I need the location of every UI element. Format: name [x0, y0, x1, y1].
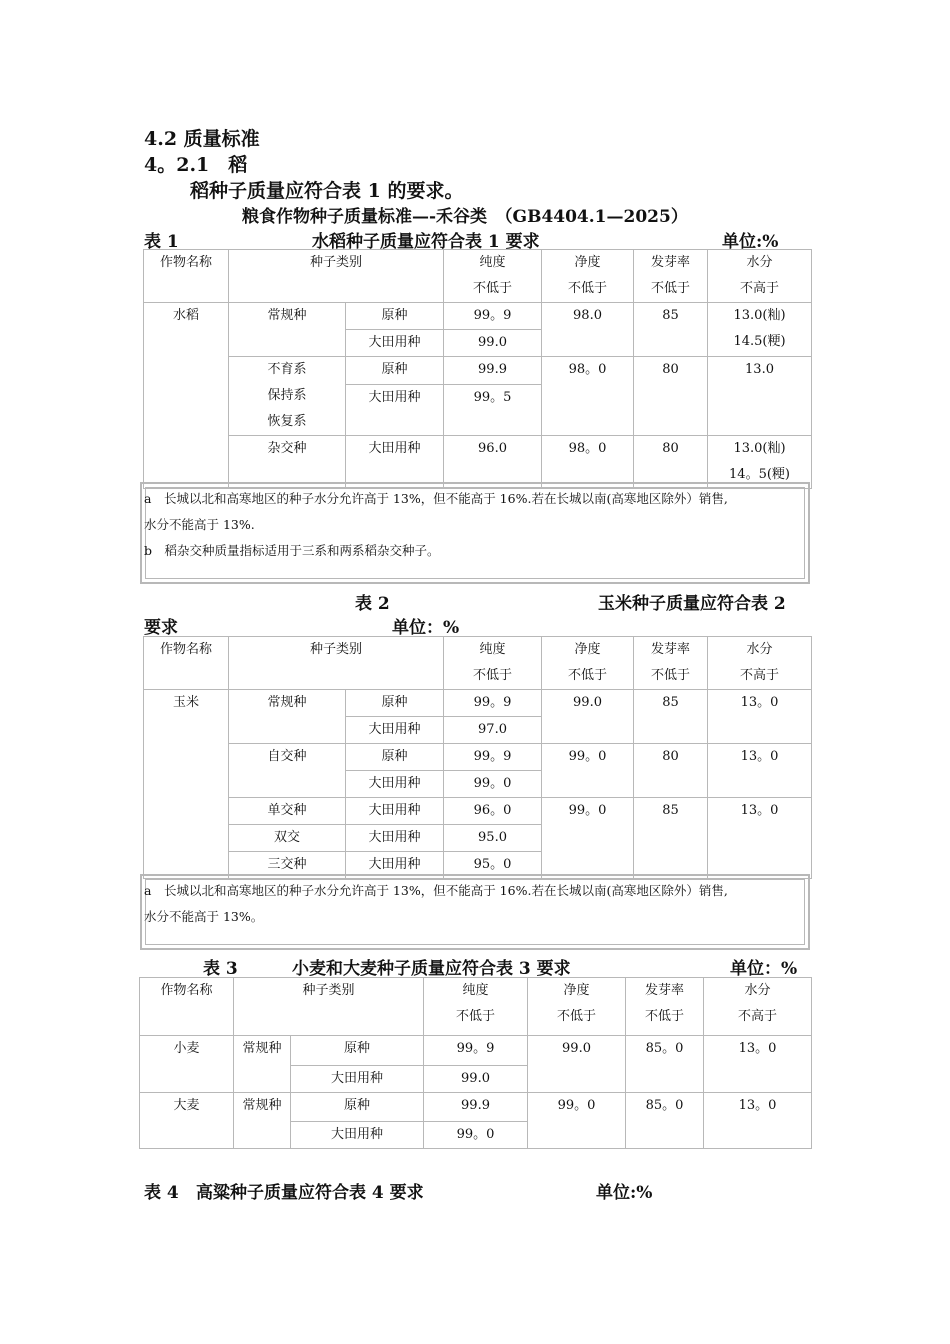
germ-value: 85: [634, 303, 708, 357]
note-a-cont: 水分不能高于 13%.: [144, 517, 255, 532]
seed-class: 大田用种: [346, 798, 444, 825]
germ-value: 85。0: [626, 1036, 704, 1093]
purity-value: 99。0: [444, 771, 542, 798]
water-value: 13.0(籼) 14。5(粳): [708, 436, 812, 489]
table1-label: 表 1: [144, 232, 179, 252]
seed-class: 原种: [291, 1036, 424, 1066]
table4-title: 高粱种子质量应符合表 4 要求: [196, 1183, 424, 1203]
clean-value: 99。0: [528, 1093, 626, 1149]
crop-cell: 玉米: [144, 690, 229, 879]
germ-value: 80: [634, 436, 708, 489]
table2-title: 玉米种子质量应符合表 2: [598, 594, 786, 614]
seed-class: 大田用种: [346, 436, 444, 489]
header-category: 种子类别: [229, 250, 444, 303]
germ-value: 80: [634, 357, 708, 436]
header-water: 水分 不高于: [708, 250, 812, 303]
note-a: a 长城以北和高寒地区的种子水分允许高于 13%，但不能高于 16%.若在长城以南(高寒地区除外）销售,: [144, 883, 728, 898]
purity-value: 99。9: [444, 744, 542, 771]
clean-value: 98。0: [542, 436, 634, 489]
seed-class: 原种: [346, 744, 444, 771]
seed-class: 大田用种: [291, 1122, 424, 1149]
header-crop: 作物名称: [140, 978, 234, 1036]
water-value: 13.0: [708, 357, 812, 436]
seed-class: 大田用种: [346, 717, 444, 744]
header-category: 种子类别: [234, 978, 424, 1036]
type-cell: 单交种: [229, 798, 346, 825]
type-cell: 常规种: [234, 1093, 291, 1149]
seed-class: 原种: [291, 1093, 424, 1122]
purity-value: 96。0: [444, 798, 542, 825]
purity-value: 99.0: [444, 330, 542, 357]
subsection-heading: 4。2.1 稻: [144, 154, 248, 176]
crop-cell: 大麦: [140, 1093, 234, 1149]
purity-value: 99。5: [444, 384, 542, 435]
header-germ: 发芽率 不低于: [626, 978, 704, 1036]
purity-value: 99。9: [444, 303, 542, 330]
purity-value: 96.0: [444, 436, 542, 489]
clean-value: 98.0: [542, 303, 634, 357]
header-clean: 净度 不低于: [528, 978, 626, 1036]
germ-value: 80: [634, 744, 708, 798]
seed-class: 原种: [346, 690, 444, 717]
clean-value: 99。0: [542, 798, 634, 879]
header-purity: 纯度 不低于: [444, 250, 542, 303]
table1-notes: [140, 482, 810, 584]
seed-class: 大田用种: [346, 771, 444, 798]
section-heading: 4.2 质量标准: [144, 128, 260, 150]
seed-class: 大田用种: [346, 330, 444, 357]
table2-unit: 单位：%: [392, 618, 460, 638]
purity-value: 99.0: [424, 1066, 528, 1093]
table2-label: 表 2: [355, 594, 390, 614]
seed-class: 大田用种: [346, 825, 444, 852]
standard-title: 粮食作物种子质量标准—-禾谷类 （GB4404.1—2025）: [242, 207, 688, 227]
table4-unit: 单位:%: [596, 1183, 653, 1203]
purity-value: 97.0: [444, 717, 542, 744]
purity-value: 95。0: [444, 852, 542, 879]
seed-class: 原种: [346, 303, 444, 330]
table3-unit: 单位：%: [730, 959, 798, 979]
type-cell: 不育系 保持系 恢复系: [229, 357, 346, 436]
header-clean: 净度 不低于: [542, 250, 634, 303]
table1-rice: [143, 249, 812, 489]
clean-value: 99。0: [542, 744, 634, 798]
type-cell: 杂交种: [229, 436, 346, 489]
seed-class: 大田用种: [346, 384, 444, 435]
germ-value: 85: [634, 690, 708, 744]
header-purity: 纯度 不低于: [424, 978, 528, 1036]
header-purity: 纯度 不低于: [444, 637, 542, 690]
table2-corn: [143, 636, 812, 879]
intro-text: 稻种子质量应符合表 1 的要求。: [190, 180, 464, 202]
purity-value: 99。0: [424, 1122, 528, 1149]
header-water: 水分 不高于: [708, 637, 812, 690]
type-cell: 常规种: [229, 690, 346, 744]
type-cell: 自交种: [229, 744, 346, 798]
table2-title-cont: 要求: [144, 618, 178, 638]
header-germ: 发芽率 不低于: [634, 250, 708, 303]
type-cell: 双交: [229, 825, 346, 852]
table4-label: 表 4: [144, 1183, 179, 1203]
water-value: 13。0: [708, 690, 812, 744]
table2-notes: [140, 874, 810, 950]
seed-class: 原种: [346, 357, 444, 385]
water-value: 13。0: [708, 798, 812, 879]
header-germ: 发芽率 不低于: [634, 637, 708, 690]
germ-value: 85。0: [626, 1093, 704, 1149]
table1-title: 水稻种子质量应符合表 1 要求: [312, 232, 540, 252]
type-cell: 常规种: [229, 303, 346, 357]
table3-label: 表 3: [203, 959, 238, 979]
water-value: 13.0(籼) 14.5(粳): [708, 303, 812, 357]
water-value: 13。0: [704, 1036, 812, 1093]
clean-value: 99.0: [528, 1036, 626, 1093]
note-a: a 长城以北和高寒地区的种子水分允许高于 13%，但不能高于 16%.若在长城以南(高寒地区除外）销售,: [144, 491, 728, 506]
header-water: 水分 不高于: [704, 978, 812, 1036]
germ-value: 85: [634, 798, 708, 879]
header-crop: 作物名称: [144, 637, 229, 690]
seed-class: 大田用种: [346, 852, 444, 879]
seed-class: 大田用种: [291, 1066, 424, 1093]
purity-value: 95.0: [444, 825, 542, 852]
purity-value: 99.9: [444, 357, 542, 385]
purity-value: 99。9: [424, 1036, 528, 1066]
clean-value: 99.0: [542, 690, 634, 744]
note-b: b 稻杂交种质量指标适用于三系和两系稻杂交种子。: [144, 543, 440, 558]
header-crop: 作物名称: [144, 250, 229, 303]
table3-wheat-barley: [139, 977, 812, 1149]
water-value: 13。0: [708, 744, 812, 798]
water-value: 13。0: [704, 1093, 812, 1149]
header-category: 种子类别: [229, 637, 444, 690]
purity-value: 99。9: [444, 690, 542, 717]
type-cell: 三交种: [229, 852, 346, 879]
header-clean: 净度 不低于: [542, 637, 634, 690]
note-a-cont: 水分不能高于 13%。: [144, 909, 264, 924]
table3-title: 小麦和大麦种子质量应符合表 3 要求: [292, 959, 571, 979]
clean-value: 98。0: [542, 357, 634, 436]
crop-cell: 小麦: [140, 1036, 234, 1093]
crop-cell: 水稻: [144, 303, 229, 489]
purity-value: 99.9: [424, 1093, 528, 1122]
type-cell: 常规种: [234, 1036, 291, 1093]
table1-unit: 单位:%: [722, 232, 779, 252]
